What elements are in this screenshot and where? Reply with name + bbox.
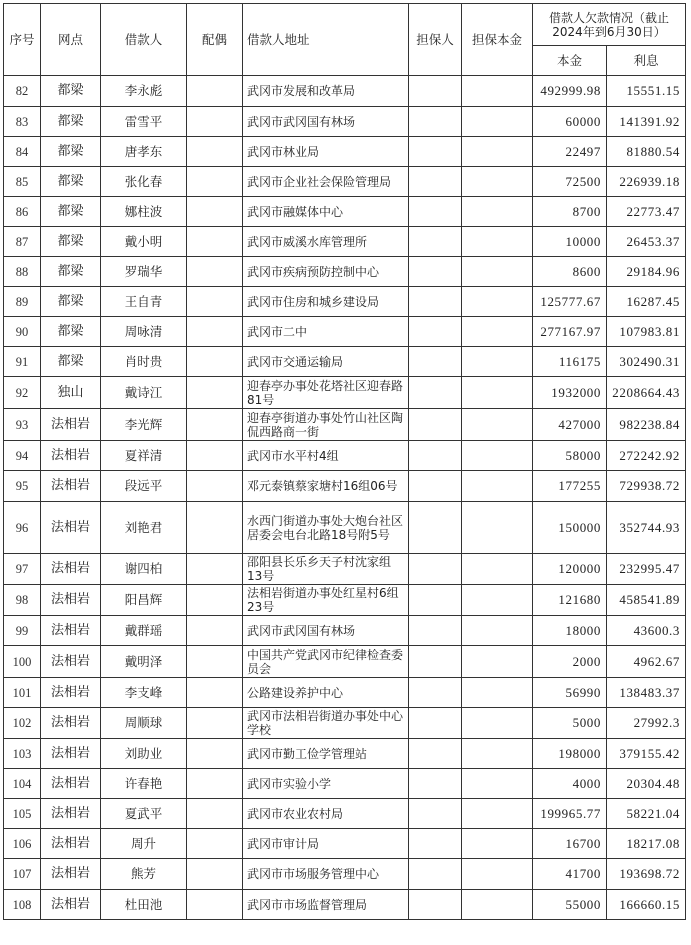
row-branch: 都梁	[41, 317, 101, 347]
row-principal: 4000	[533, 769, 607, 799]
row-address: 武冈市市场监督管理局	[243, 890, 409, 920]
row-spouse	[187, 347, 243, 377]
row-address: 中国共产党武冈市纪律检查委员会	[243, 646, 409, 678]
row-number: 83	[4, 107, 41, 137]
row-branch: 都梁	[41, 76, 101, 107]
row-address: 武冈市勤工俭学管理站	[243, 739, 409, 769]
row-principal: 492999.98	[533, 76, 607, 107]
row-number: 91	[4, 347, 41, 377]
row-borrower: 王自青	[101, 287, 187, 317]
row-spouse	[187, 107, 243, 137]
row-spouse	[187, 287, 243, 317]
row-address: 武冈市林业局	[243, 137, 409, 167]
table-row	[4, 227, 686, 257]
row-guarantor	[409, 616, 462, 646]
row-borrower: 夏武平	[101, 799, 187, 829]
row-number: 101	[4, 678, 41, 708]
row-spouse	[187, 167, 243, 197]
row-principal: 199965.77	[533, 799, 607, 829]
row-borrower: 许春艳	[101, 769, 187, 799]
row-address: 武冈市二中	[243, 317, 409, 347]
table-row	[4, 708, 686, 739]
row-borrower: 戴小明	[101, 227, 187, 257]
row-borrower: 娜柱波	[101, 197, 187, 227]
header-address: 借款人地址	[243, 4, 409, 76]
row-spouse	[187, 799, 243, 829]
row-guarantee-principal	[462, 739, 533, 769]
row-interest: 81880.54	[607, 137, 686, 167]
row-guarantee-principal	[462, 287, 533, 317]
row-spouse	[187, 829, 243, 859]
row-principal: 125777.67	[533, 287, 607, 317]
row-borrower: 李光辉	[101, 409, 187, 441]
header-no: 序号	[4, 4, 41, 76]
row-branch: 都梁	[41, 287, 101, 317]
row-guarantor	[409, 107, 462, 137]
row-interest: 982238.84	[607, 409, 686, 441]
table-body	[4, 76, 686, 920]
row-borrower: 刘助业	[101, 739, 187, 769]
table-row	[4, 317, 686, 347]
row-guarantee-principal	[462, 441, 533, 471]
row-number: 99	[4, 616, 41, 646]
row-guarantor	[409, 377, 462, 409]
row-guarantee-principal	[462, 76, 533, 107]
row-principal: 2000	[533, 646, 607, 678]
row-number: 95	[4, 471, 41, 502]
row-borrower: 熊芳	[101, 859, 187, 890]
table-row	[4, 890, 686, 920]
row-guarantee-principal	[462, 317, 533, 347]
row-principal: 18000	[533, 616, 607, 646]
row-spouse	[187, 678, 243, 708]
row-guarantor	[409, 708, 462, 739]
row-guarantor	[409, 441, 462, 471]
row-borrower: 杜田池	[101, 890, 187, 920]
row-principal: 121680	[533, 585, 607, 616]
row-spouse	[187, 197, 243, 227]
row-guarantor	[409, 227, 462, 257]
row-borrower: 李永彪	[101, 76, 187, 107]
row-interest: 58221.04	[607, 799, 686, 829]
row-spouse	[187, 377, 243, 409]
row-branch: 法相岩	[41, 678, 101, 708]
row-spouse	[187, 227, 243, 257]
row-address: 武冈市市场服务管理中心	[243, 859, 409, 890]
row-number: 105	[4, 799, 41, 829]
row-principal: 427000	[533, 409, 607, 441]
row-branch: 独山	[41, 377, 101, 409]
row-number: 85	[4, 167, 41, 197]
row-borrower: 阳昌辉	[101, 585, 187, 616]
row-number: 93	[4, 409, 41, 441]
row-principal: 10000	[533, 227, 607, 257]
row-branch: 法相岩	[41, 502, 101, 554]
row-guarantor	[409, 890, 462, 920]
row-guarantor	[409, 347, 462, 377]
row-guarantor	[409, 167, 462, 197]
row-guarantor	[409, 554, 462, 585]
table-row	[4, 799, 686, 829]
row-borrower: 谢四柏	[101, 554, 187, 585]
row-address: 武冈市疾病预防控制中心	[243, 257, 409, 287]
table-row	[4, 409, 686, 441]
table-row	[4, 167, 686, 197]
header-guarantee-principal: 担保本金	[462, 4, 533, 76]
row-branch: 法相岩	[41, 409, 101, 441]
header-principal: 本金	[533, 46, 607, 76]
row-number: 108	[4, 890, 41, 920]
row-guarantee-principal	[462, 554, 533, 585]
row-address: 武冈市发展和改革局	[243, 76, 409, 107]
table-row	[4, 585, 686, 616]
header-arrears-group: 借款人欠款情况（截止2024年到6月30日）	[533, 4, 686, 46]
loan-arrears-table	[3, 3, 686, 920]
row-number: 96	[4, 502, 41, 554]
row-principal: 41700	[533, 859, 607, 890]
row-principal: 177255	[533, 471, 607, 502]
row-address: 武冈市住房和城乡建设局	[243, 287, 409, 317]
row-interest: 302490.31	[607, 347, 686, 377]
row-address: 武冈市水平村4组	[243, 441, 409, 471]
table-row	[4, 287, 686, 317]
row-borrower: 段远平	[101, 471, 187, 502]
row-interest: 226939.18	[607, 167, 686, 197]
row-interest: 16287.45	[607, 287, 686, 317]
table-row	[4, 829, 686, 859]
row-guarantee-principal	[462, 708, 533, 739]
row-borrower: 戴明泽	[101, 646, 187, 678]
row-address: 武冈市交通运输局	[243, 347, 409, 377]
row-borrower: 雷雪平	[101, 107, 187, 137]
row-guarantee-principal	[462, 167, 533, 197]
table-row	[4, 554, 686, 585]
header-spouse: 配偶	[187, 4, 243, 76]
row-principal: 120000	[533, 554, 607, 585]
row-branch: 法相岩	[41, 646, 101, 678]
row-number: 89	[4, 287, 41, 317]
row-guarantor	[409, 585, 462, 616]
row-interest: 18217.08	[607, 829, 686, 859]
table-row	[4, 646, 686, 678]
row-number: 82	[4, 76, 41, 107]
row-number: 102	[4, 708, 41, 739]
row-number: 106	[4, 829, 41, 859]
row-borrower: 周咏清	[101, 317, 187, 347]
row-interest: 141391.92	[607, 107, 686, 137]
row-guarantee-principal	[462, 616, 533, 646]
row-guarantee-principal	[462, 678, 533, 708]
row-number: 107	[4, 859, 41, 890]
row-branch: 都梁	[41, 107, 101, 137]
row-guarantor	[409, 137, 462, 167]
table-row	[4, 471, 686, 502]
row-interest: 458541.89	[607, 585, 686, 616]
row-number: 94	[4, 441, 41, 471]
row-guarantor	[409, 317, 462, 347]
row-address: 武冈市实验小学	[243, 769, 409, 799]
row-spouse	[187, 502, 243, 554]
row-interest: 272242.92	[607, 441, 686, 471]
table-row	[4, 678, 686, 708]
row-address: 公路建设养护中心	[243, 678, 409, 708]
row-spouse	[187, 76, 243, 107]
row-spouse	[187, 554, 243, 585]
row-principal: 56990	[533, 678, 607, 708]
row-guarantor	[409, 257, 462, 287]
row-address: 迎春亭街道办事处竹山社区陶侃西路商一街	[243, 409, 409, 441]
table-row	[4, 76, 686, 107]
row-interest: 193698.72	[607, 859, 686, 890]
row-interest: 22773.47	[607, 197, 686, 227]
row-guarantor	[409, 76, 462, 107]
row-principal: 58000	[533, 441, 607, 471]
row-guarantor	[409, 502, 462, 554]
row-guarantee-principal	[462, 377, 533, 409]
header-guarantor: 担保人	[409, 4, 462, 76]
row-guarantor	[409, 646, 462, 678]
table-row	[4, 616, 686, 646]
row-guarantee-principal	[462, 471, 533, 502]
row-guarantee-principal	[462, 646, 533, 678]
row-address: 武冈市农业农村局	[243, 799, 409, 829]
row-interest: 43600.3	[607, 616, 686, 646]
row-spouse	[187, 739, 243, 769]
row-principal: 8600	[533, 257, 607, 287]
row-guarantee-principal	[462, 409, 533, 441]
header-borrower: 借款人	[101, 4, 187, 76]
row-principal: 277167.97	[533, 317, 607, 347]
table-row	[4, 769, 686, 799]
row-number: 104	[4, 769, 41, 799]
row-principal: 55000	[533, 890, 607, 920]
row-principal: 116175	[533, 347, 607, 377]
row-borrower: 夏祥清	[101, 441, 187, 471]
row-address: 武冈市企业社会保险管理局	[243, 167, 409, 197]
row-borrower: 周顺球	[101, 708, 187, 739]
row-interest: 379155.42	[607, 739, 686, 769]
table-row	[4, 502, 686, 554]
row-borrower: 肖时贵	[101, 347, 187, 377]
row-guarantor	[409, 739, 462, 769]
row-interest: 138483.37	[607, 678, 686, 708]
row-address: 武冈市威溪水库管理所	[243, 227, 409, 257]
row-interest: 729938.72	[607, 471, 686, 502]
row-principal: 72500	[533, 167, 607, 197]
row-interest: 166660.15	[607, 890, 686, 920]
row-branch: 都梁	[41, 227, 101, 257]
row-number: 100	[4, 646, 41, 678]
row-branch: 法相岩	[41, 739, 101, 769]
row-guarantee-principal	[462, 829, 533, 859]
header-interest: 利息	[607, 46, 686, 76]
row-guarantee-principal	[462, 107, 533, 137]
row-branch: 都梁	[41, 257, 101, 287]
row-borrower: 李支峰	[101, 678, 187, 708]
row-spouse	[187, 585, 243, 616]
row-interest: 4962.67	[607, 646, 686, 678]
row-interest: 27992.3	[607, 708, 686, 739]
table-row	[4, 197, 686, 227]
row-principal: 22497	[533, 137, 607, 167]
row-guarantee-principal	[462, 890, 533, 920]
row-number: 103	[4, 739, 41, 769]
row-guarantor	[409, 409, 462, 441]
row-branch: 法相岩	[41, 859, 101, 890]
row-number: 84	[4, 137, 41, 167]
row-number: 86	[4, 197, 41, 227]
row-principal: 150000	[533, 502, 607, 554]
row-guarantee-principal	[462, 859, 533, 890]
table-row	[4, 347, 686, 377]
table-row	[4, 739, 686, 769]
row-interest: 26453.37	[607, 227, 686, 257]
row-guarantor	[409, 859, 462, 890]
row-borrower: 唐孝东	[101, 137, 187, 167]
row-number: 92	[4, 377, 41, 409]
row-guarantee-principal	[462, 769, 533, 799]
row-branch: 都梁	[41, 137, 101, 167]
row-guarantee-principal	[462, 799, 533, 829]
row-guarantee-principal	[462, 347, 533, 377]
row-branch: 法相岩	[41, 554, 101, 585]
row-guarantor	[409, 678, 462, 708]
table-row	[4, 441, 686, 471]
row-borrower: 张化春	[101, 167, 187, 197]
header-branch: 网点	[41, 4, 101, 76]
table-row	[4, 257, 686, 287]
row-number: 98	[4, 585, 41, 616]
row-spouse	[187, 441, 243, 471]
row-guarantor	[409, 287, 462, 317]
row-number: 90	[4, 317, 41, 347]
row-address: 武冈市武冈国有林场	[243, 616, 409, 646]
row-branch: 法相岩	[41, 708, 101, 739]
row-address: 法相岩街道办事处红星村6组23号	[243, 585, 409, 616]
row-number: 97	[4, 554, 41, 585]
row-principal: 60000	[533, 107, 607, 137]
row-address: 迎春亭办事处花塔社区迎春路81号	[243, 377, 409, 409]
row-borrower: 戴群瑶	[101, 616, 187, 646]
row-address: 武冈市审计局	[243, 829, 409, 859]
row-branch: 都梁	[41, 347, 101, 377]
row-guarantor	[409, 197, 462, 227]
row-guarantor	[409, 471, 462, 502]
row-branch: 法相岩	[41, 471, 101, 502]
row-spouse	[187, 646, 243, 678]
row-interest: 20304.48	[607, 769, 686, 799]
row-spouse	[187, 616, 243, 646]
row-guarantor	[409, 829, 462, 859]
row-spouse	[187, 317, 243, 347]
row-spouse	[187, 257, 243, 287]
row-address: 邵阳县长乐乡天子村沈家组13号	[243, 554, 409, 585]
row-interest: 2208664.43	[607, 377, 686, 409]
row-address: 武冈市法相岩街道办事处中心学校	[243, 708, 409, 739]
row-interest: 107983.81	[607, 317, 686, 347]
row-principal: 1932000	[533, 377, 607, 409]
row-branch: 都梁	[41, 197, 101, 227]
row-guarantee-principal	[462, 137, 533, 167]
row-spouse	[187, 769, 243, 799]
row-branch: 法相岩	[41, 441, 101, 471]
row-branch: 法相岩	[41, 769, 101, 799]
row-principal: 8700	[533, 197, 607, 227]
row-guarantee-principal	[462, 197, 533, 227]
row-guarantor	[409, 769, 462, 799]
row-address: 武冈市武冈国有林场	[243, 107, 409, 137]
row-interest: 232995.47	[607, 554, 686, 585]
row-principal: 5000	[533, 708, 607, 739]
row-branch: 法相岩	[41, 585, 101, 616]
row-branch: 法相岩	[41, 799, 101, 829]
table-row	[4, 859, 686, 890]
row-guarantee-principal	[462, 227, 533, 257]
row-guarantee-principal	[462, 257, 533, 287]
row-interest: 15551.15	[607, 76, 686, 107]
row-branch: 法相岩	[41, 616, 101, 646]
row-borrower: 刘艳君	[101, 502, 187, 554]
table-row	[4, 137, 686, 167]
row-number: 88	[4, 257, 41, 287]
row-number: 87	[4, 227, 41, 257]
row-interest: 29184.96	[607, 257, 686, 287]
row-address: 武冈市融媒体中心	[243, 197, 409, 227]
row-spouse	[187, 708, 243, 739]
row-guarantee-principal	[462, 502, 533, 554]
row-branch: 都梁	[41, 167, 101, 197]
row-address: 邓元泰镇蔡家塘村16组06号	[243, 471, 409, 502]
row-spouse	[187, 859, 243, 890]
row-branch: 法相岩	[41, 829, 101, 859]
row-borrower: 罗瑞华	[101, 257, 187, 287]
row-principal: 198000	[533, 739, 607, 769]
row-borrower: 戴诗江	[101, 377, 187, 409]
row-guarantee-principal	[462, 585, 533, 616]
row-interest: 352744.93	[607, 502, 686, 554]
row-address: 水西门街道办事处大炮台社区居委会电台北路18号附5号	[243, 502, 409, 554]
table-row	[4, 377, 686, 409]
row-branch: 法相岩	[41, 890, 101, 920]
row-spouse	[187, 137, 243, 167]
row-guarantor	[409, 799, 462, 829]
row-principal: 16700	[533, 829, 607, 859]
table-row	[4, 107, 686, 137]
row-spouse	[187, 471, 243, 502]
row-spouse	[187, 890, 243, 920]
row-spouse	[187, 409, 243, 441]
row-borrower: 周升	[101, 829, 187, 859]
